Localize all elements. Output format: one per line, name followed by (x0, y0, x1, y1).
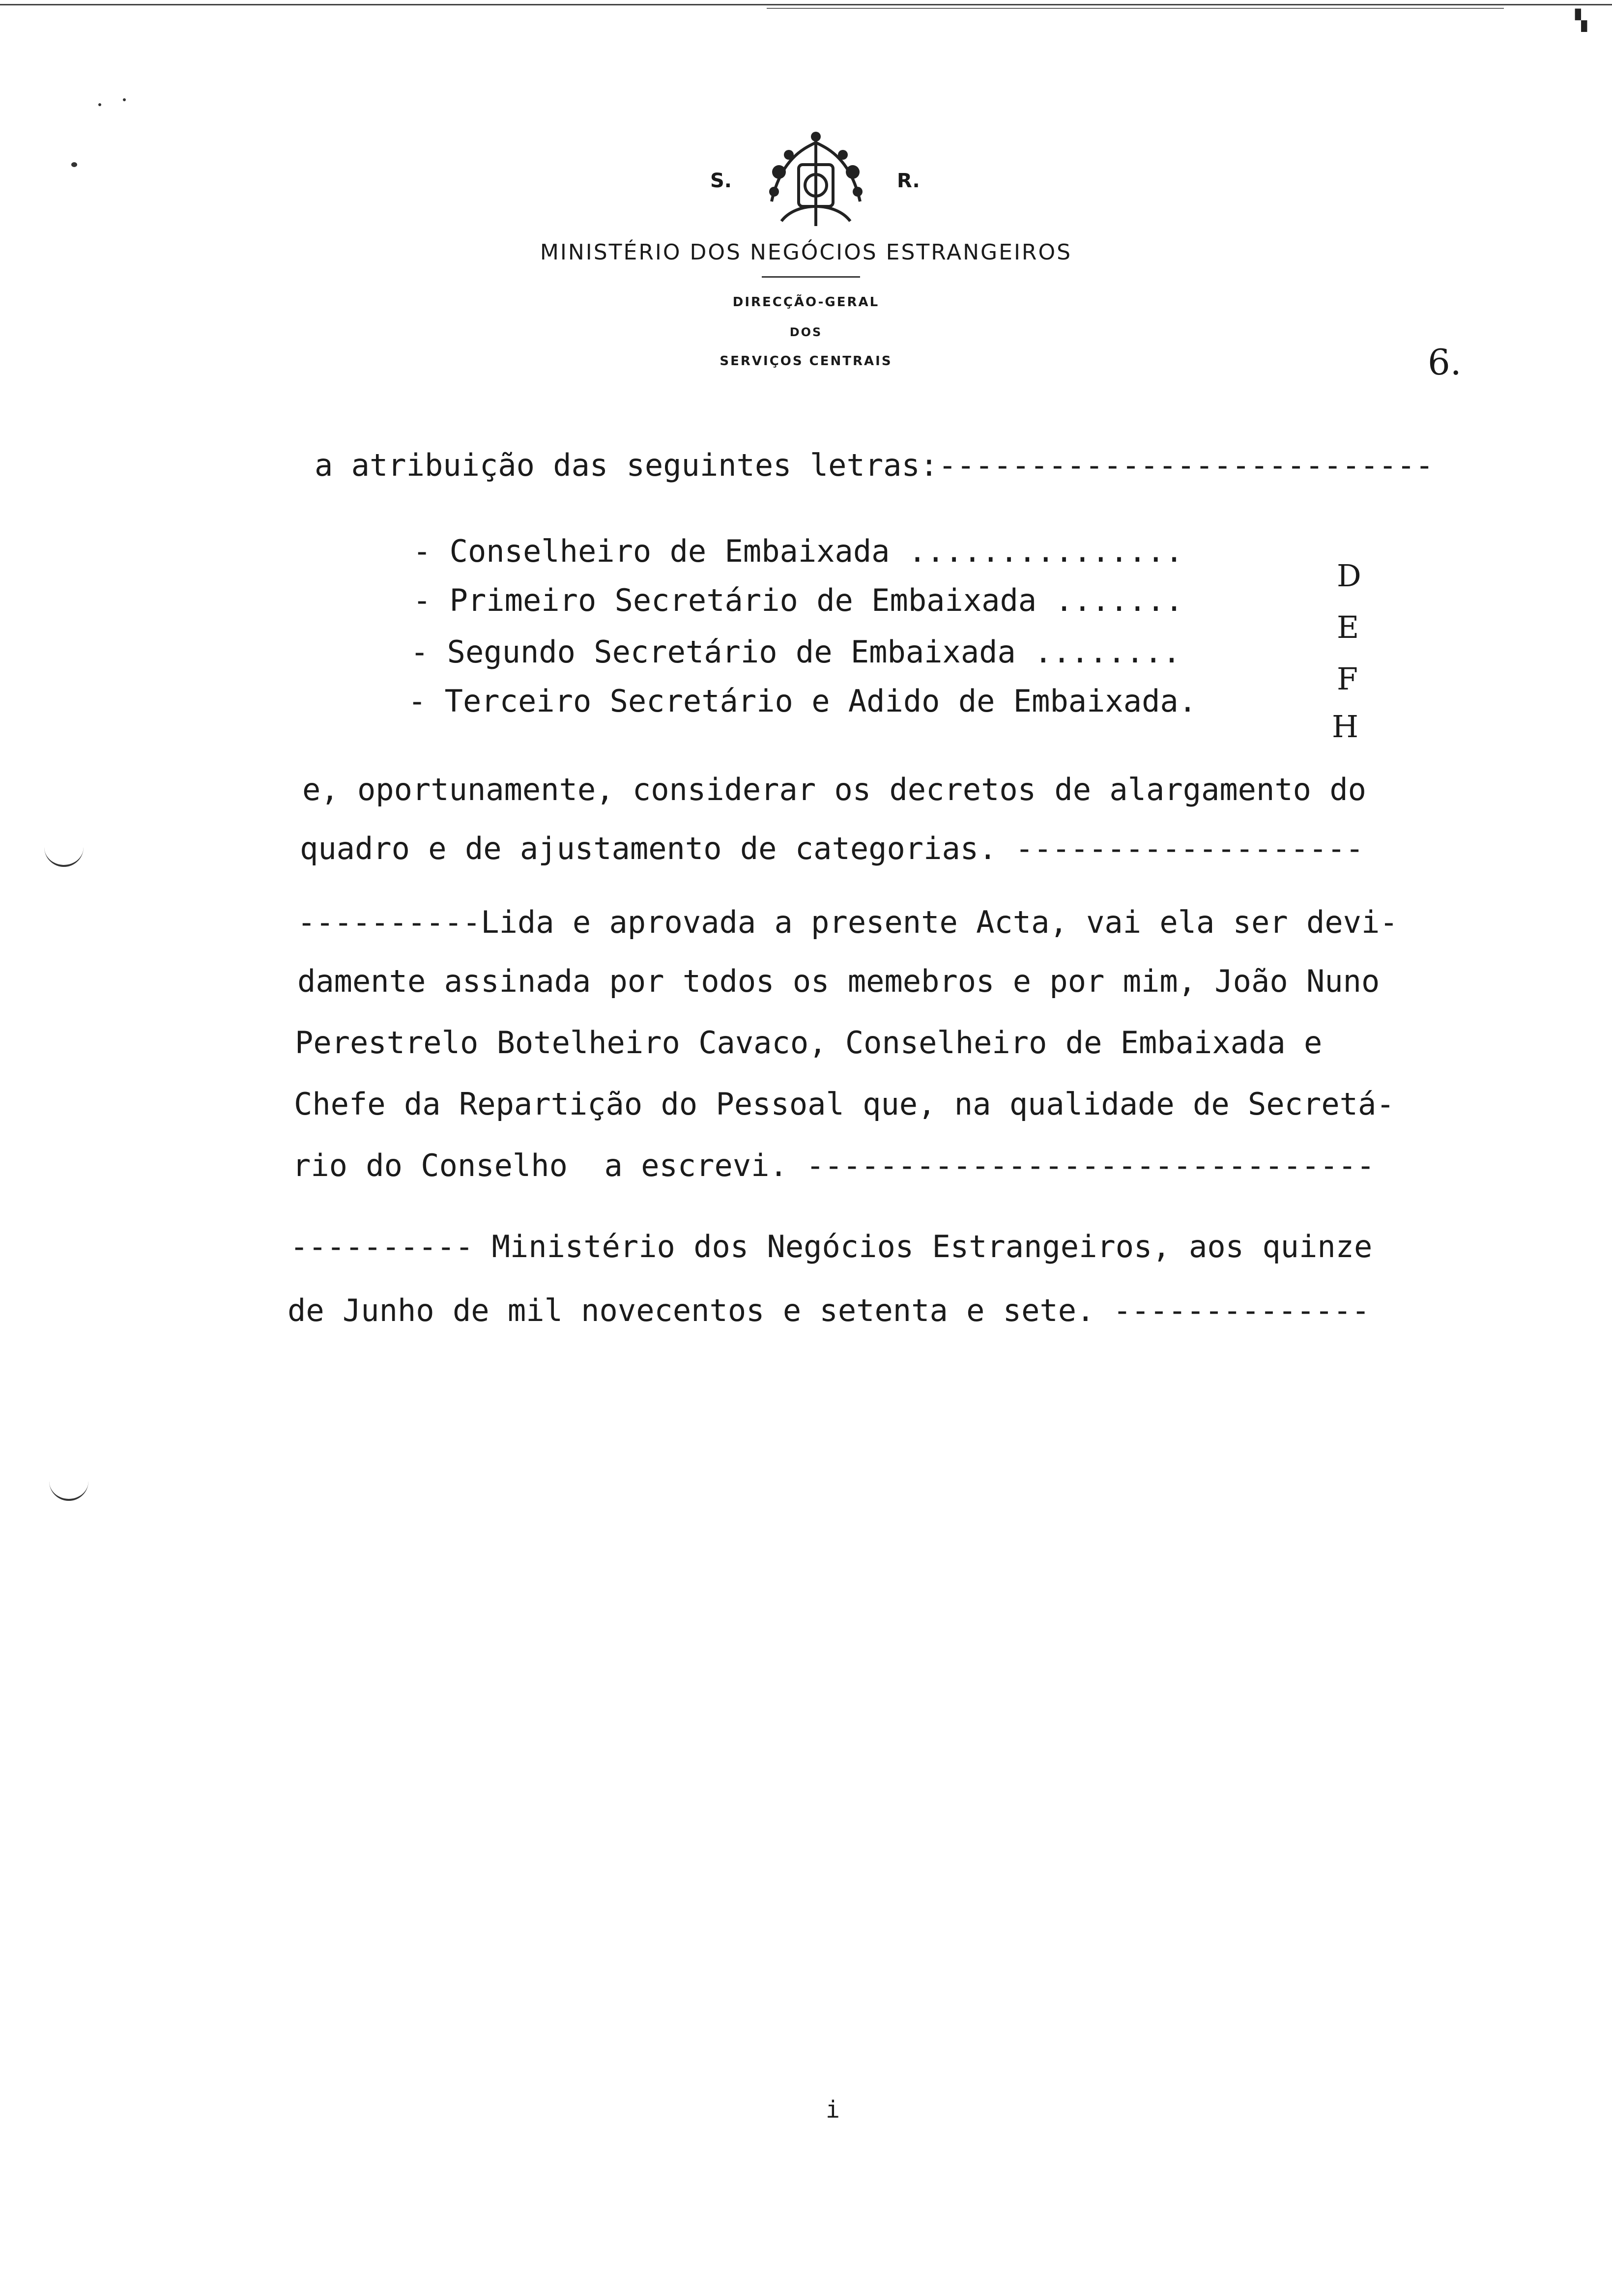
body-line: Perestrelo Botelheiro Cavaco, Conselheiro de Embaixada e (295, 1025, 1323, 1061)
scan-speck (123, 98, 126, 101)
ministry-name: MINISTÉRIO DOS NEGÓCIOS ESTRANGEIROS (540, 240, 1072, 265)
body-line: rio do Conselho a escrevi. ------------------------------- (292, 1148, 1375, 1183)
rank-letter: D (1337, 558, 1361, 594)
rank-letter: H (1332, 709, 1359, 745)
scan-speck (71, 162, 77, 167)
body-line: ----------Lida e aprovada a presente Acta, vai ela ser devi- (297, 904, 1398, 940)
department-line-3: SERVIÇOS CENTRAIS (720, 354, 892, 369)
body-line: de Junho de mil novecentos e setenta e sete. -------------- (288, 1292, 1370, 1328)
rank-item: - Conselheiro de Embaixada ............... (413, 533, 1183, 569)
body-line: damente assinada por todos os memebros e por mim, João Nuno (297, 963, 1380, 999)
department-line-1: DIRECÇÃO-GERAL (732, 295, 880, 310)
body-line: quadro e de ajustamento de categorias. ------------------- (300, 831, 1364, 866)
rank-item: - Primeiro Secretário de Embaixada ....... (413, 582, 1183, 618)
page-number: 6. (1428, 342, 1462, 383)
scan-mark (49, 1479, 88, 1501)
intro-line: a atribuição das seguintes letras:--------------------------- (315, 447, 1434, 483)
scan-speck (98, 103, 101, 106)
rank-letter: E (1337, 609, 1359, 645)
corner-mark: ▚ (1575, 9, 1587, 32)
rank-item: - Segundo Secretário de Embaixada ........ (410, 634, 1181, 670)
letterhead-s: S. (710, 170, 732, 192)
body-line: Chefe da Repartição do Pessoal que, na qualidade de Secretá- (294, 1086, 1395, 1122)
department-line-2: DOS (789, 325, 823, 339)
coat-of-arms-emblem (752, 128, 880, 236)
scan-top-edge-secondary (767, 8, 1504, 9)
scan-mark (44, 845, 84, 867)
rank-item: - Terceiro Secretário e Adido de Embaixada. (408, 683, 1197, 719)
header-rule (762, 276, 860, 278)
body-line: e, oportunamente, considerar os decretos de alargamento do (302, 772, 1366, 807)
rank-letter: F (1337, 661, 1358, 697)
letterhead-r: R. (897, 170, 920, 192)
body-line: ---------- Ministério dos Negócios Estrangeiros, aos quinze (290, 1229, 1373, 1264)
scan-top-edge (0, 4, 1612, 5)
footer-mark: i (826, 2096, 840, 2124)
